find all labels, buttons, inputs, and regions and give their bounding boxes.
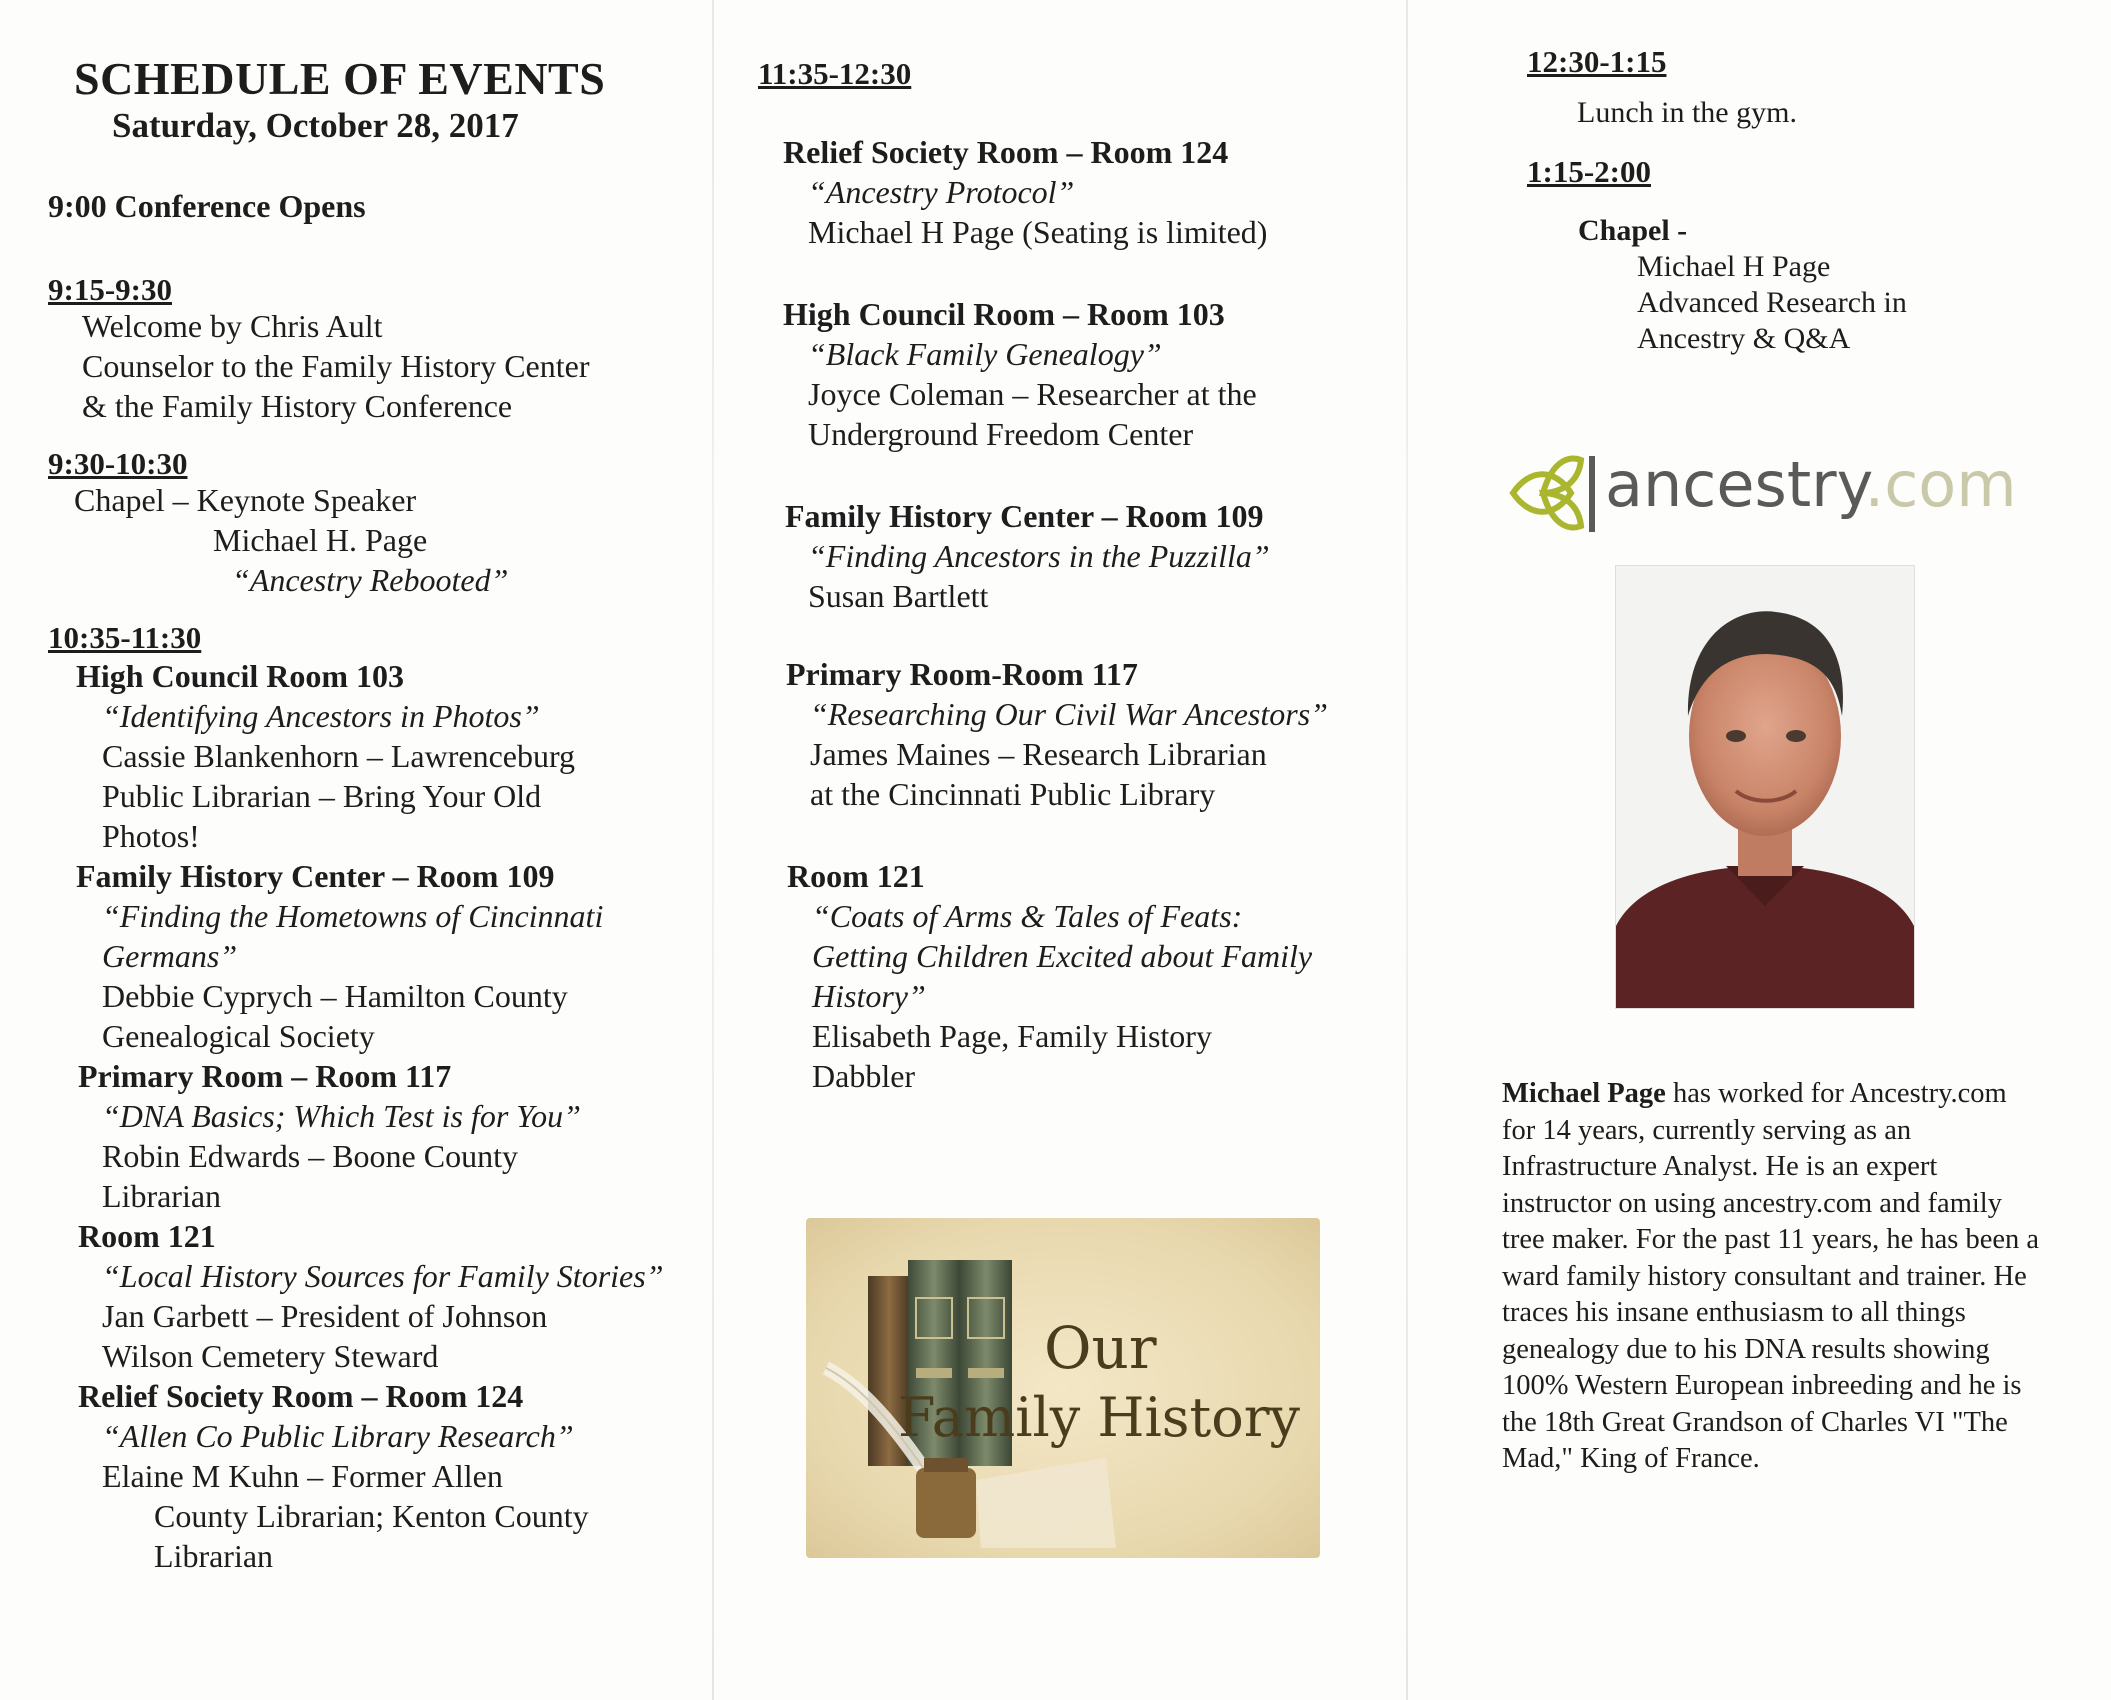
time-slot-915: 9:15-9:30 [48,272,172,307]
schedule-title: SCHEDULE OF EVENTS [74,53,606,104]
session-title: “Local History Sources for Family Stories” [102,1258,664,1294]
schedule-date: Saturday, October 28, 2017 [112,106,519,145]
session-title: “Coats of Arms & Tales of Feats: [812,898,1243,934]
session-room: Room 121 [78,1218,216,1254]
time-slot-115: 1:15-2:00 [1527,154,1651,189]
session-title: “Ancestry Protocol” [808,174,1075,210]
session-title: Getting Children Excited about Family [812,938,1313,974]
session-title: History” [812,978,926,1014]
session-title: “Researching Our Civil War Ancestors” [810,696,1328,732]
session-room: Relief Society Room – Room 124 [78,1378,524,1414]
session-presenter: Librarian [102,1178,222,1214]
image-title-our: Our [1044,1314,1157,1382]
session-room: Relief Society Room – Room 124 [783,134,1229,170]
session-presenter: Elisabeth Page, Family History [812,1018,1212,1054]
chapel-topic: Ancestry & Q&A [1637,322,1851,355]
keynote-title: “Ancestry Rebooted” [232,562,509,598]
session-presenter: Michael H Page (Seating is limited) [808,214,1268,250]
image-title-family-history: Family History [898,1386,1301,1449]
bio-text: has worked for Ancestry.com for 14 years, currently serving as an Infrastructure Analyst. He is an expert instructor on using ancestry.com and family tree maker. For the past 11 years, he has been a ward family history consultant and trainer. He traces his insane enthusiasm to all things genealogy due to his DNA results showing 100% Western European inbreeding and he is the 18th Great Grandson of Charles VI "The Mad," King of France. [1502,1078,2040,1474]
time-slot-930: 9:30-10:30 [48,446,188,481]
session-presenter: Dabbler [812,1058,916,1094]
keynote-speaker: Michael H. Page [213,522,428,558]
session-presenter: Cassie Blankenhorn – Lawrenceburg [102,738,576,774]
counselor-line: Counselor to the Family History Center [82,348,590,384]
session-title: “Finding the Hometowns of Cincinnati [102,898,604,934]
session-room: Primary Room – Room 117 [78,1058,452,1094]
session-presenter: Debbie Cyprych – Hamilton County [102,978,568,1014]
bio-name: Michael Page [1502,1078,1666,1109]
session-presenter: at the Cincinnati Public Library [810,776,1216,812]
time-slot-1230: 12:30-1:15 [1527,44,1667,79]
welcome-line: Welcome by Chris Ault [82,308,383,344]
keynote-room: Chapel – Keynote Speaker [74,482,417,518]
ancestry-leaf-icon [1505,448,1600,538]
session-room: Family History Center – Room 109 [785,498,1264,534]
session-title: “Identifying Ancestors in Photos” [102,698,540,734]
ancestry-logo [1505,448,2025,538]
session-presenter: Public Librarian – Bring Your Old [102,778,542,814]
session-presenter: Wilson Cemetery Steward [102,1338,439,1374]
conference-opens: 9:00 Conference Opens [48,188,366,224]
session-room: Primary Room-Room 117 [786,656,1138,692]
chapel-speaker: Michael H Page [1637,250,1831,283]
session-presenter: Robin Edwards – Boone County [102,1138,518,1174]
session-presenter: Underground Freedom Center [808,416,1194,452]
session-title: “Black Family Genealogy” [808,336,1162,372]
session-presenter: Photos! [102,818,200,854]
speaker-bio [1502,1076,2042,1478]
session-presenter: County Librarian; Kenton County [154,1498,589,1534]
ancestry-logo-word: ancestry [1605,448,1865,521]
ancestry-logo-suffix: .com [1864,448,2017,521]
session-room: Room 121 [787,858,925,894]
session-room: Family History Center – Room 109 [76,858,555,894]
session-presenter: Joyce Coleman – Researcher at the [808,376,1257,412]
session-presenter: James Maines – Research Librarian [810,736,1267,772]
session-presenter: Jan Garbett – President of Johnson [102,1298,548,1334]
session-presenter: Susan Bartlett [808,578,989,614]
conference-line: & the Family History Conference [82,388,513,424]
session-title: Germans” [102,938,238,974]
session-presenter: Genealogical Society [102,1018,375,1054]
family-history-image [806,1218,1320,1558]
speaker-photo [1615,565,1915,1009]
session-presenter: Librarian [154,1538,274,1574]
session-room: High Council Room – Room 103 [783,296,1225,332]
time-slot-1135: 11:35-12:30 [758,56,912,91]
session-presenter: Elaine M Kuhn – Former Allen [102,1458,503,1494]
session-title: “DNA Basics; Which Test is for You” [102,1098,581,1134]
session-room: High Council Room 103 [76,658,405,694]
lunch-text: Lunch in the gym. [1577,96,1797,129]
fold-line-right [1406,0,1408,1700]
fold-line-left [712,0,714,1700]
session-title: “Allen Co Public Library Research” [102,1418,574,1454]
speaker-portrait-illustration [1616,566,1914,1008]
session-title: “Finding Ancestors in the Puzzilla” [808,538,1270,574]
chapel-topic: Advanced Research in [1637,286,1907,319]
time-slot-1035: 10:35-11:30 [48,620,202,655]
chapel-room: Chapel - [1578,214,1688,247]
